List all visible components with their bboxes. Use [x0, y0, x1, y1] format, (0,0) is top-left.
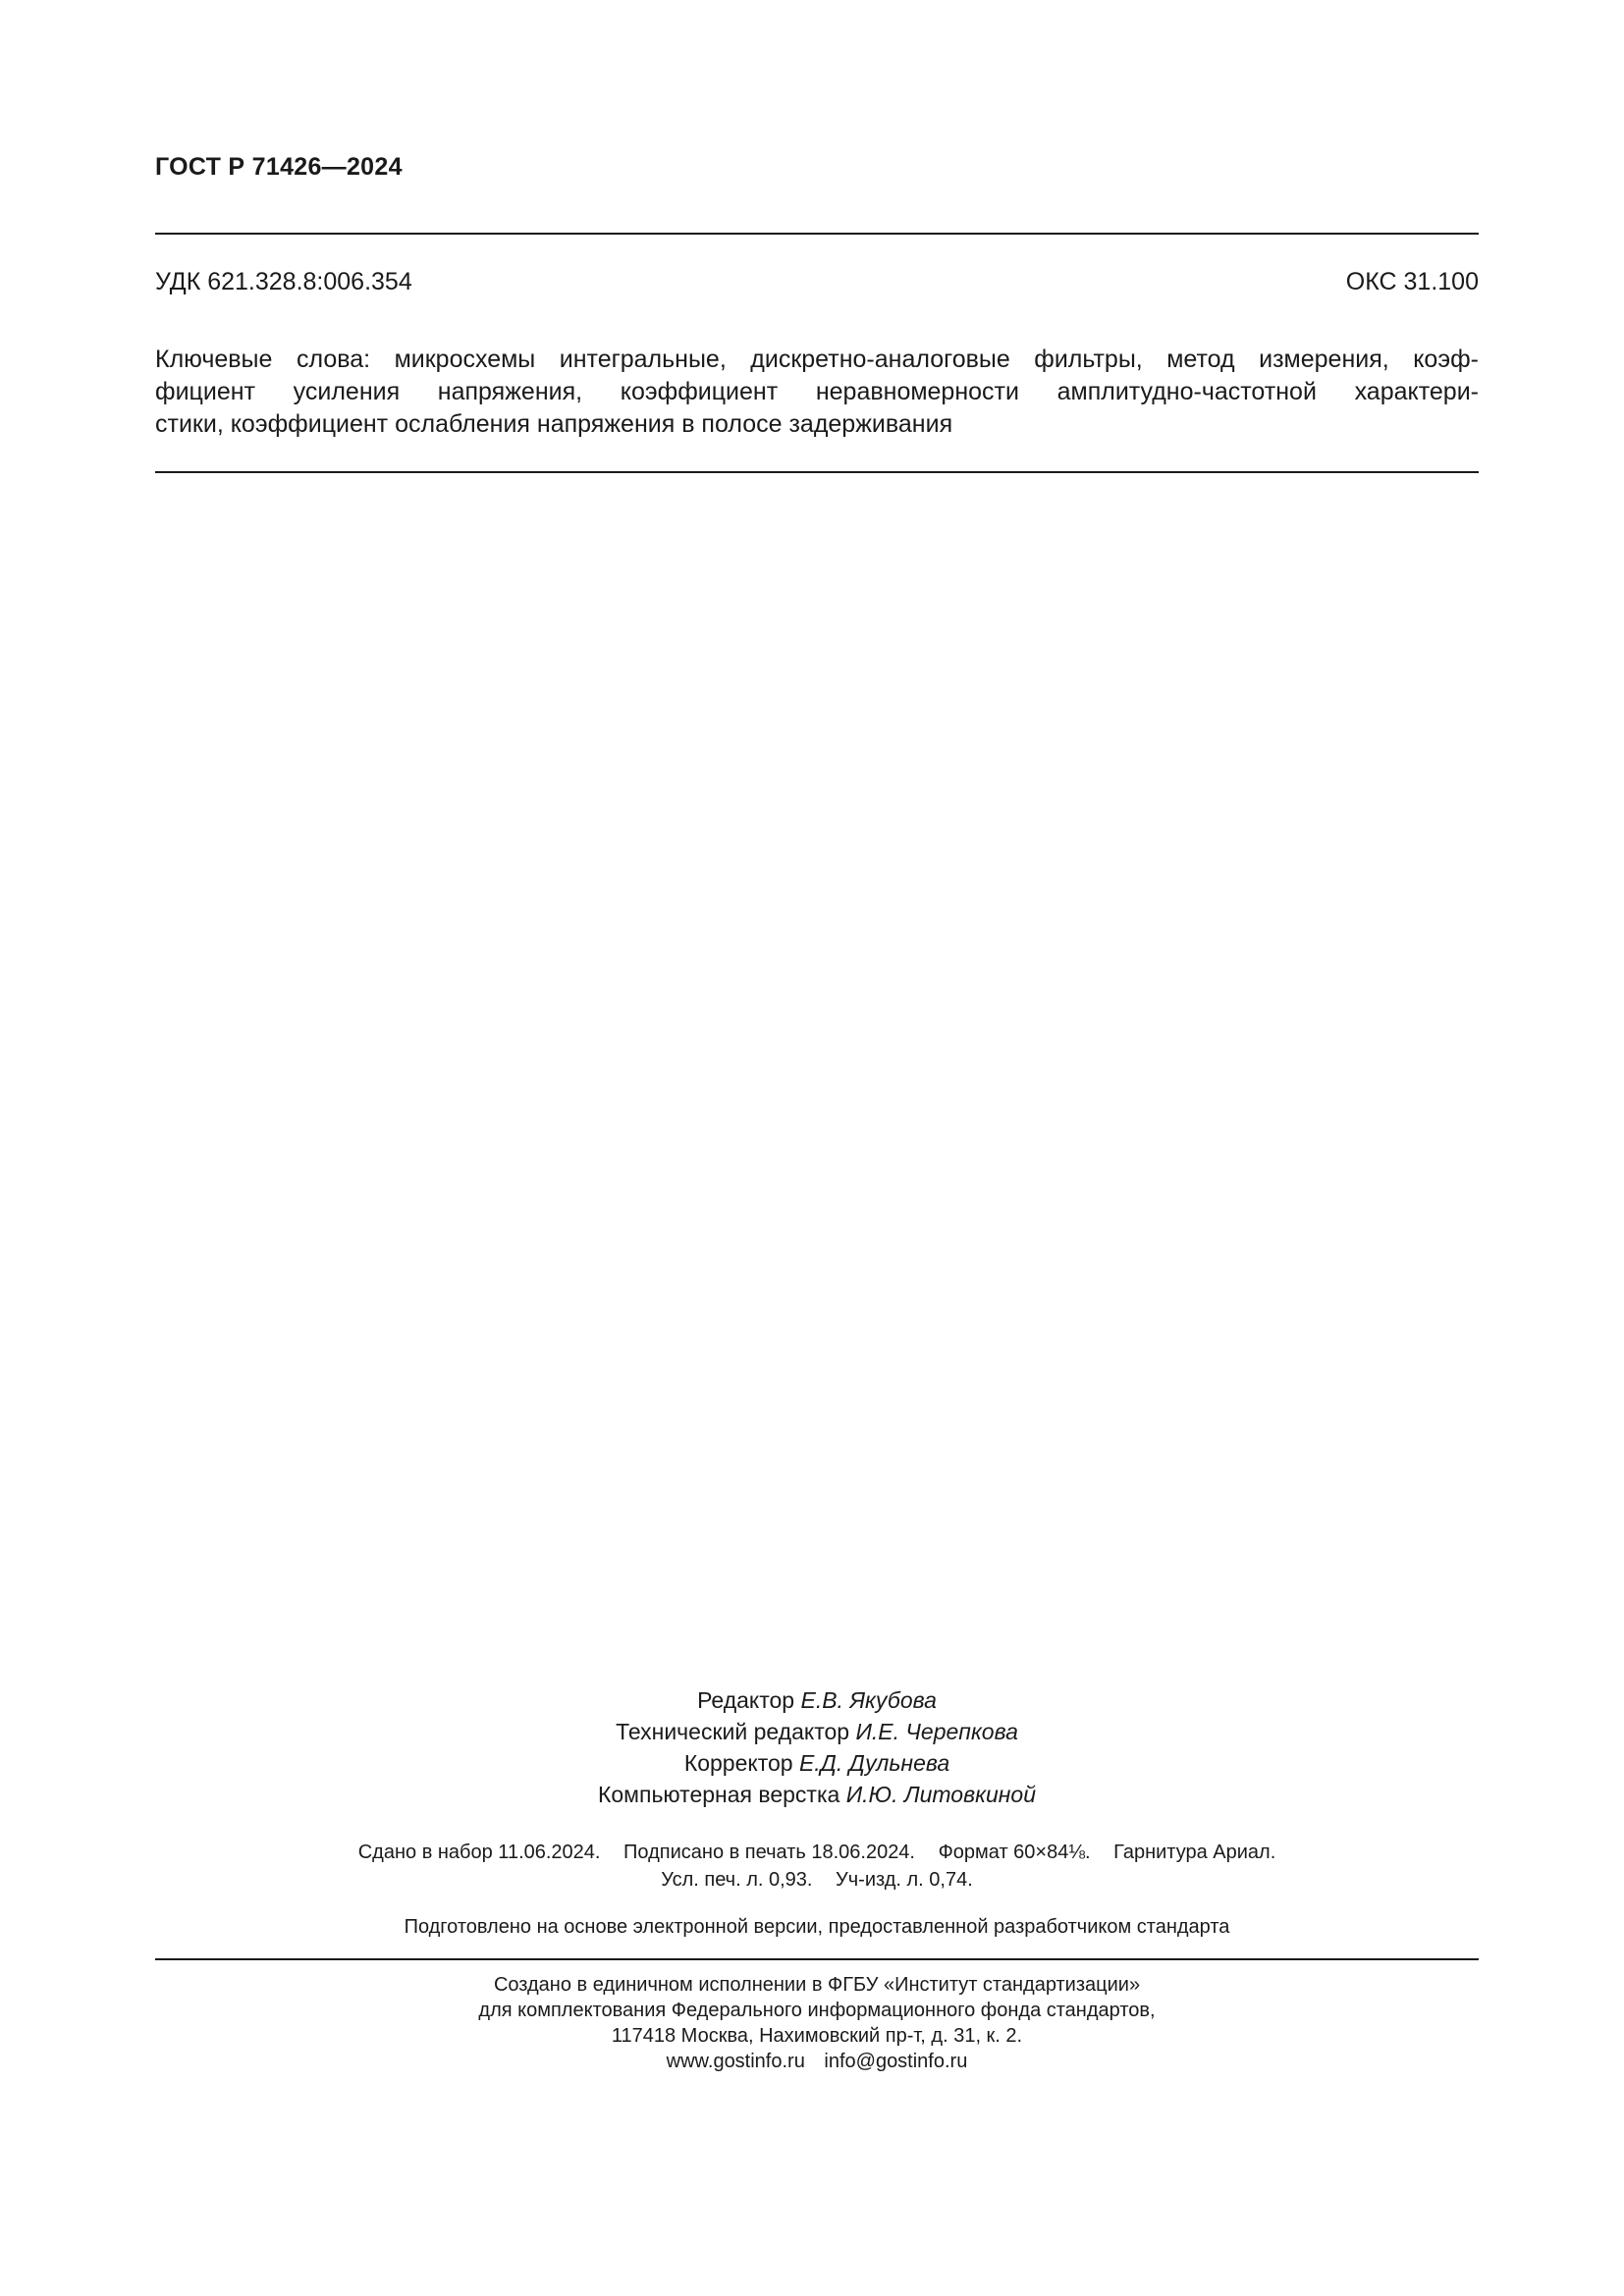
publication-info [155, 1839, 1479, 1894]
prepared-note: Подготовлено на основе электронной версии, предоставленной разработчиком стандарта [404, 1916, 1230, 1938]
credit-role: Компьютерная верстка [597, 1782, 840, 1807]
horizontal-rule-keywords [155, 471, 1479, 473]
publisher-footer [155, 1972, 1479, 2074]
credit-proofreader [155, 1747, 1479, 1779]
keywords-line: стики, коэффициент ослабления напряжения в полосе задерживания [155, 410, 953, 438]
oks-code: ОКС 31.100 [1345, 268, 1479, 295]
credit-name: И.Е. Черепкова [855, 1719, 1018, 1744]
horizontal-rule-footer [155, 1958, 1479, 1960]
credit-layout [155, 1779, 1479, 1810]
keywords-paragraph [155, 344, 1479, 441]
credit-role: Технический редактор [616, 1719, 850, 1744]
credit-name: Е.Д. Дульнева [798, 1750, 950, 1776]
credit-role: Корректор [683, 1750, 793, 1776]
edit-sheets: Уч-изд. л. 0,74. [836, 1869, 973, 1891]
keywords-line: фициент усиления напряжения, коэффициент неравномерности амплитудно-частотной характери- [155, 378, 1479, 405]
website-link[interactable]: www.gostinfo.ru [666, 2051, 805, 2072]
classification-row [155, 268, 1479, 296]
credit-name: Е.В. Якубова [800, 1687, 937, 1713]
footer-line-1: Создано в единичном исполнении в ФГБУ «Институт стандартизации» [493, 1974, 1141, 1996]
udk-code: УДК 621.328.8:006.354 [155, 268, 412, 295]
horizontal-rule-top [155, 233, 1479, 235]
print-sheets: Усл. печ. л. 0,93. [661, 1869, 813, 1891]
email-link[interactable]: info@gostinfo.ru [824, 2051, 968, 2072]
paper-format: Формат 60×84⅛. [938, 1842, 1091, 1863]
publication-line-2 [155, 1866, 1479, 1894]
typeface: Гарнитура Ариал. [1113, 1842, 1276, 1863]
footer-contacts [155, 2049, 1479, 2074]
document-code: ГОСТ Р 71426—2024 [155, 153, 403, 181]
credit-role: Редактор [697, 1687, 795, 1713]
credits-block [155, 1684, 1479, 1810]
credit-name: И.Ю. Литовкиной [845, 1782, 1036, 1807]
credit-editor [155, 1684, 1479, 1716]
submitted-date: Сдано в набор 11.06.2024. [357, 1842, 601, 1863]
keywords-line: Ключевые слова: микросхемы интегральные, дискретно-аналоговые фильтры, метод измерения, коэф- [155, 346, 1479, 373]
publication-line-1 [155, 1839, 1479, 1866]
credit-technical-editor [155, 1716, 1479, 1747]
signed-date: Подписано в печать 18.06.2024. [623, 1842, 915, 1863]
footer-line-3: 117418 Москва, Нахимовский пр-т, д. 31, к. 2. [611, 2025, 1023, 2047]
footer-line-2: для комплектования Федерального информационного фонда стандартов, [478, 2000, 1156, 2021]
